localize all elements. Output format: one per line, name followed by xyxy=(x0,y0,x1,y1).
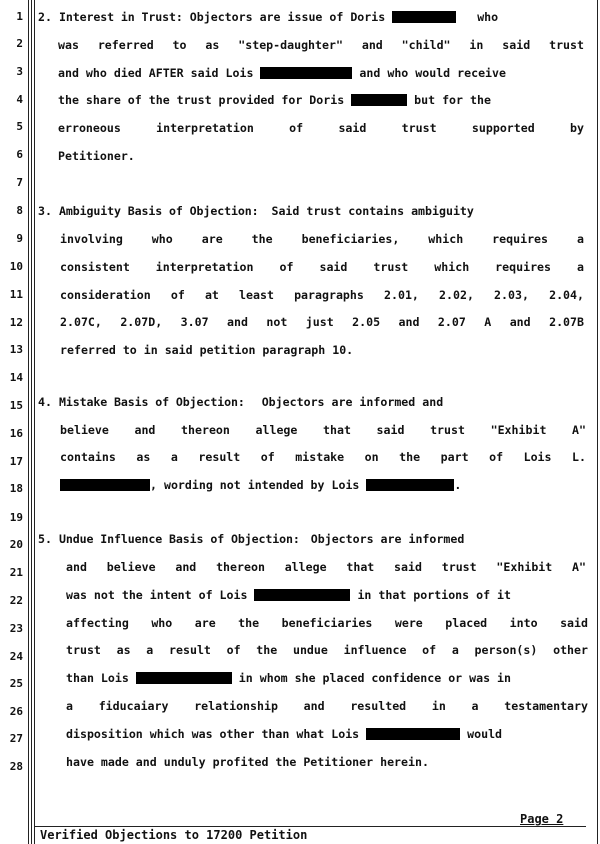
line-number: 2 xyxy=(16,37,23,50)
para5-line-1 xyxy=(38,532,588,546)
footer-rule xyxy=(34,826,586,827)
para5-line-5: trust as a result of the undue influence of a person(s) other xyxy=(66,643,588,657)
para5-line-8 xyxy=(66,727,588,741)
redaction-bar xyxy=(351,94,407,106)
para2-line-4-a: the share of the trust provided for Doris xyxy=(58,93,345,107)
para3-line-3: consistent interpretation of said trust which requires a xyxy=(60,260,584,274)
line-number: 5 xyxy=(16,120,23,133)
line-number: 3 xyxy=(16,65,23,78)
line-number: 27 xyxy=(9,732,23,745)
para2-line-3-b: and who would receive xyxy=(359,66,507,80)
para5-line-6 xyxy=(66,671,588,685)
para4-line-4-a: , wording not intended by Lois xyxy=(150,478,360,492)
margin-rule-left-3 xyxy=(34,0,35,844)
para2-line-4 xyxy=(58,93,584,107)
para2-heading: Interest in Trust: xyxy=(58,10,183,24)
para2-line-4-b: but for the xyxy=(414,93,491,107)
redaction-bar xyxy=(392,11,456,23)
para2-number: 2. xyxy=(38,10,52,24)
para5-line-6-b: in whom she placed confidence or was in xyxy=(238,671,512,685)
redaction-bar xyxy=(254,589,350,601)
para4-heading: Mistake Basis of Objection: xyxy=(58,395,245,409)
line-number: 21 xyxy=(9,566,23,579)
redaction-bar xyxy=(260,67,352,79)
line-number: 7 xyxy=(16,176,23,189)
redaction-bar xyxy=(60,479,150,491)
para5-line-3-a: was not the intent of Lois xyxy=(66,588,248,602)
line-number: 17 xyxy=(9,455,23,468)
redaction-bar xyxy=(366,728,460,740)
margin-rule-left-2 xyxy=(31,0,32,844)
line-number: 11 xyxy=(9,288,23,301)
line-number: 16 xyxy=(9,427,23,440)
para5-line-9: have made and unduly profited the Petitioner herein. xyxy=(66,755,429,769)
line-number: 19 xyxy=(9,511,23,524)
line-number: 20 xyxy=(9,538,23,551)
para2-line-2: was referred to as "step-daughter" and "child" in said trust xyxy=(58,38,584,52)
para3-line-4: consideration of at least paragraphs 2.01, 2.02, 2.03, 2.04, xyxy=(60,288,584,302)
line-number: 6 xyxy=(16,148,23,161)
para4-line-3: contains as a result of mistake on the part of Lois L. xyxy=(60,450,586,464)
page-number: Page 2 xyxy=(520,812,564,826)
para4-line-1-text: Objectors are informed and xyxy=(261,395,444,409)
para5-line-8-b: would xyxy=(467,727,503,741)
para5-number: 5. xyxy=(38,532,52,546)
para5-heading: Undue Influence Basis of Objection: xyxy=(58,532,300,546)
line-number: 24 xyxy=(9,650,23,663)
line-number: 25 xyxy=(9,677,23,690)
para3-line-6: referred to in said petition paragraph 10. xyxy=(60,343,354,357)
line-number: 18 xyxy=(9,482,23,495)
para2-line-3-a: and who died AFTER said Lois xyxy=(58,66,254,80)
para5-line-4: affecting who are the beneficiaries were placed into said xyxy=(66,616,588,630)
para4-line-1 xyxy=(38,395,586,409)
para2-line-1-text: Objectors are issue of Doris xyxy=(189,10,386,24)
line-number: 12 xyxy=(9,316,23,329)
line-number: 15 xyxy=(9,399,23,412)
para3-heading: Ambiguity Basis of Objection: xyxy=(58,204,259,218)
redaction-bar xyxy=(366,479,454,491)
line-number: 14 xyxy=(9,371,23,384)
line-number: 28 xyxy=(9,760,23,773)
para2-line-6: Petitioner. xyxy=(58,149,135,163)
line-number: 9 xyxy=(16,232,23,245)
line-number: 22 xyxy=(9,594,23,607)
para4-line-4 xyxy=(60,478,461,492)
para3-line-1 xyxy=(38,204,584,218)
line-number: 10 xyxy=(9,260,23,273)
margin-rule-left-1 xyxy=(28,0,29,844)
para4-line-4-b: . xyxy=(454,478,462,492)
redaction-bar xyxy=(136,672,232,684)
line-number: 1 xyxy=(16,10,23,23)
footer-title: Verified Objections to 17200 Petition xyxy=(40,828,308,842)
para3-number: 3. xyxy=(38,204,52,218)
para2-line-1 xyxy=(38,10,584,24)
para5-line-3 xyxy=(66,588,586,602)
para4-line-2: believe and thereon allege that said trust "Exhibit A" xyxy=(60,423,586,437)
para2-line-1-end: who xyxy=(477,10,499,24)
para2-line-3 xyxy=(58,66,584,80)
para5-line-7: a fiducaiary relationship and resulted in a testamentary xyxy=(66,699,588,713)
line-number: 23 xyxy=(9,622,23,635)
para5-line-2: and believe and thereon allege that said trust "Exhibit A" xyxy=(66,560,586,574)
para5-line-1-text: Objectors are informed xyxy=(310,532,465,546)
line-number: 26 xyxy=(9,705,23,718)
para3-line-5: 2.07C, 2.07D, 3.07 and not just 2.05 and 2.07 A and 2.07B xyxy=(60,315,584,329)
para3-line-2: involving who are the beneficiaries, which requires a xyxy=(60,232,584,246)
para4-number: 4. xyxy=(38,395,52,409)
para2-line-5: erroneous interpretation of said trust supported by xyxy=(58,121,584,135)
para3-line-1-text: Said trust contains ambiguity xyxy=(271,204,474,218)
margin-rule-right xyxy=(597,0,598,844)
line-number: 13 xyxy=(9,343,23,356)
para5-line-6-a: than Lois xyxy=(66,671,129,685)
para5-line-3-b: in that portions of it xyxy=(357,588,512,602)
line-number: 8 xyxy=(16,204,23,217)
para5-line-8-a: disposition which was other than what Lois xyxy=(66,727,360,741)
line-number: 4 xyxy=(16,93,23,106)
